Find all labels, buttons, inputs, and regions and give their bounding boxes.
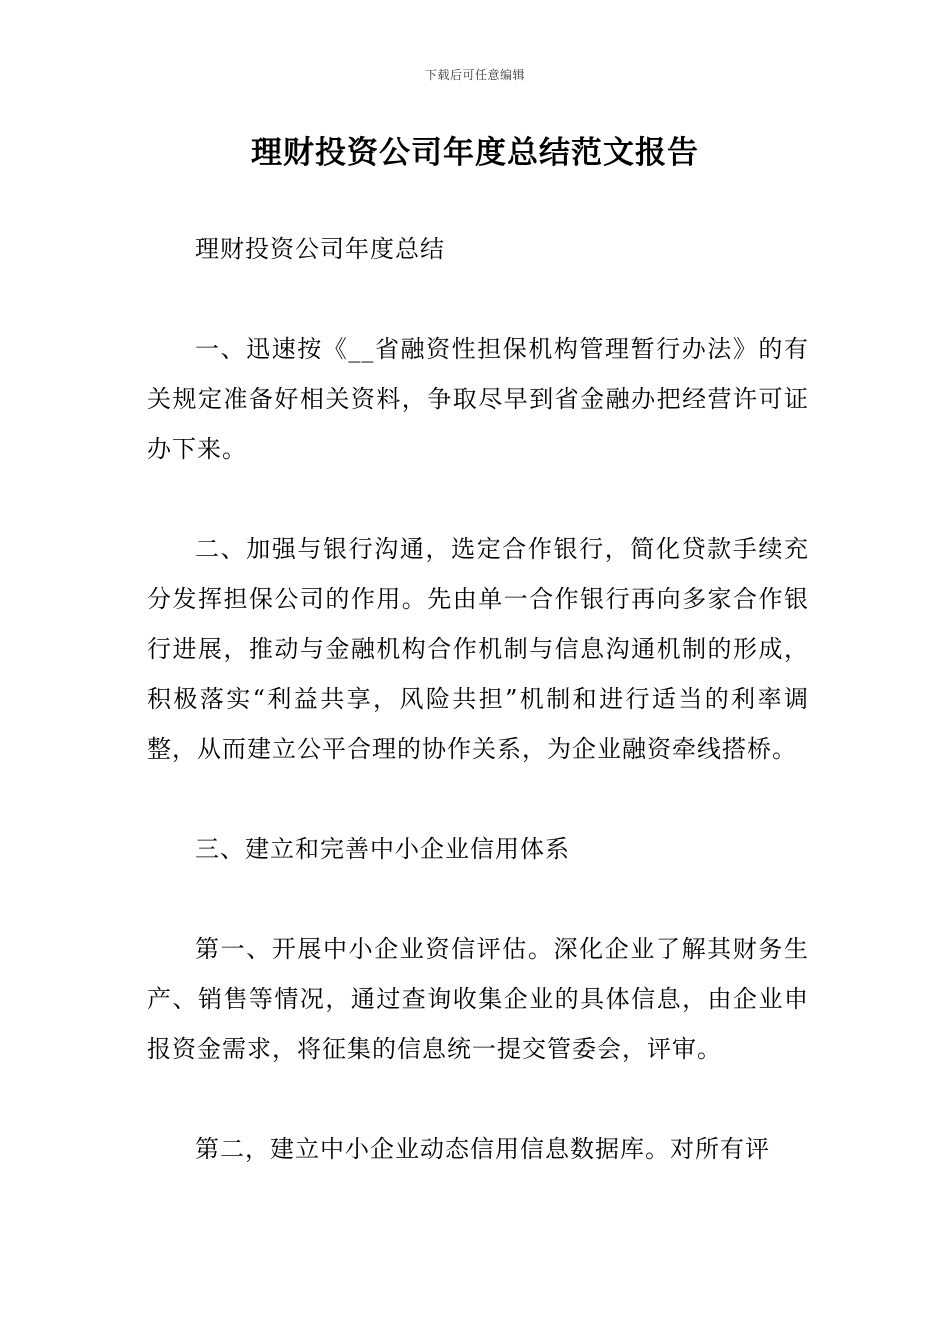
document-body <box>147 224 809 1174</box>
paragraph-subtitle: 理财投资公司年度总结 <box>195 235 445 263</box>
paragraph-gap <box>147 1074 809 1124</box>
paragraph-point-2: 第二，建立中小企业动态信用信息数据库。对所有评 <box>195 1135 770 1163</box>
paragraph-section-1: 一、迅速按《__省融资性担保机构管理暂行办法》的有关规定准备好相关资料，争取尽早到省金融办把经营许可证办下来。 <box>147 335 809 463</box>
document-title: 理财投资公司年度总结范文报告 <box>251 135 699 171</box>
paragraph-section-3: 三、建立和完善中小企业信用体系 <box>195 835 570 863</box>
paragraph-section-2: 二、加强与银行沟通，选定合作银行，简化贷款手续充分发挥担保公司的作用。先由单一合作银行再向多家合作银行进展，推动与金融机构合作机制与信息沟通机制的形成，积极落实“利益共享，风险共担”机制和进行适当的利率调整，从而建立公平合理的协作关系，为企业融资牵线搭桥。 <box>147 535 809 763</box>
paragraph-gap <box>147 874 809 924</box>
paragraph-gap <box>147 274 809 324</box>
paragraph-point-1: 第一、开展中小企业资信评估。深化企业了解其财务生产、销售等情况，通过查询收集企业的具体信息，由企业申报资金需求，将征集的信息统一提交管委会，评审。 <box>147 935 809 1063</box>
paragraph-gap <box>147 474 809 524</box>
header-note: 下载后可任意编辑 <box>424 68 525 82</box>
paragraph-gap <box>147 774 809 824</box>
